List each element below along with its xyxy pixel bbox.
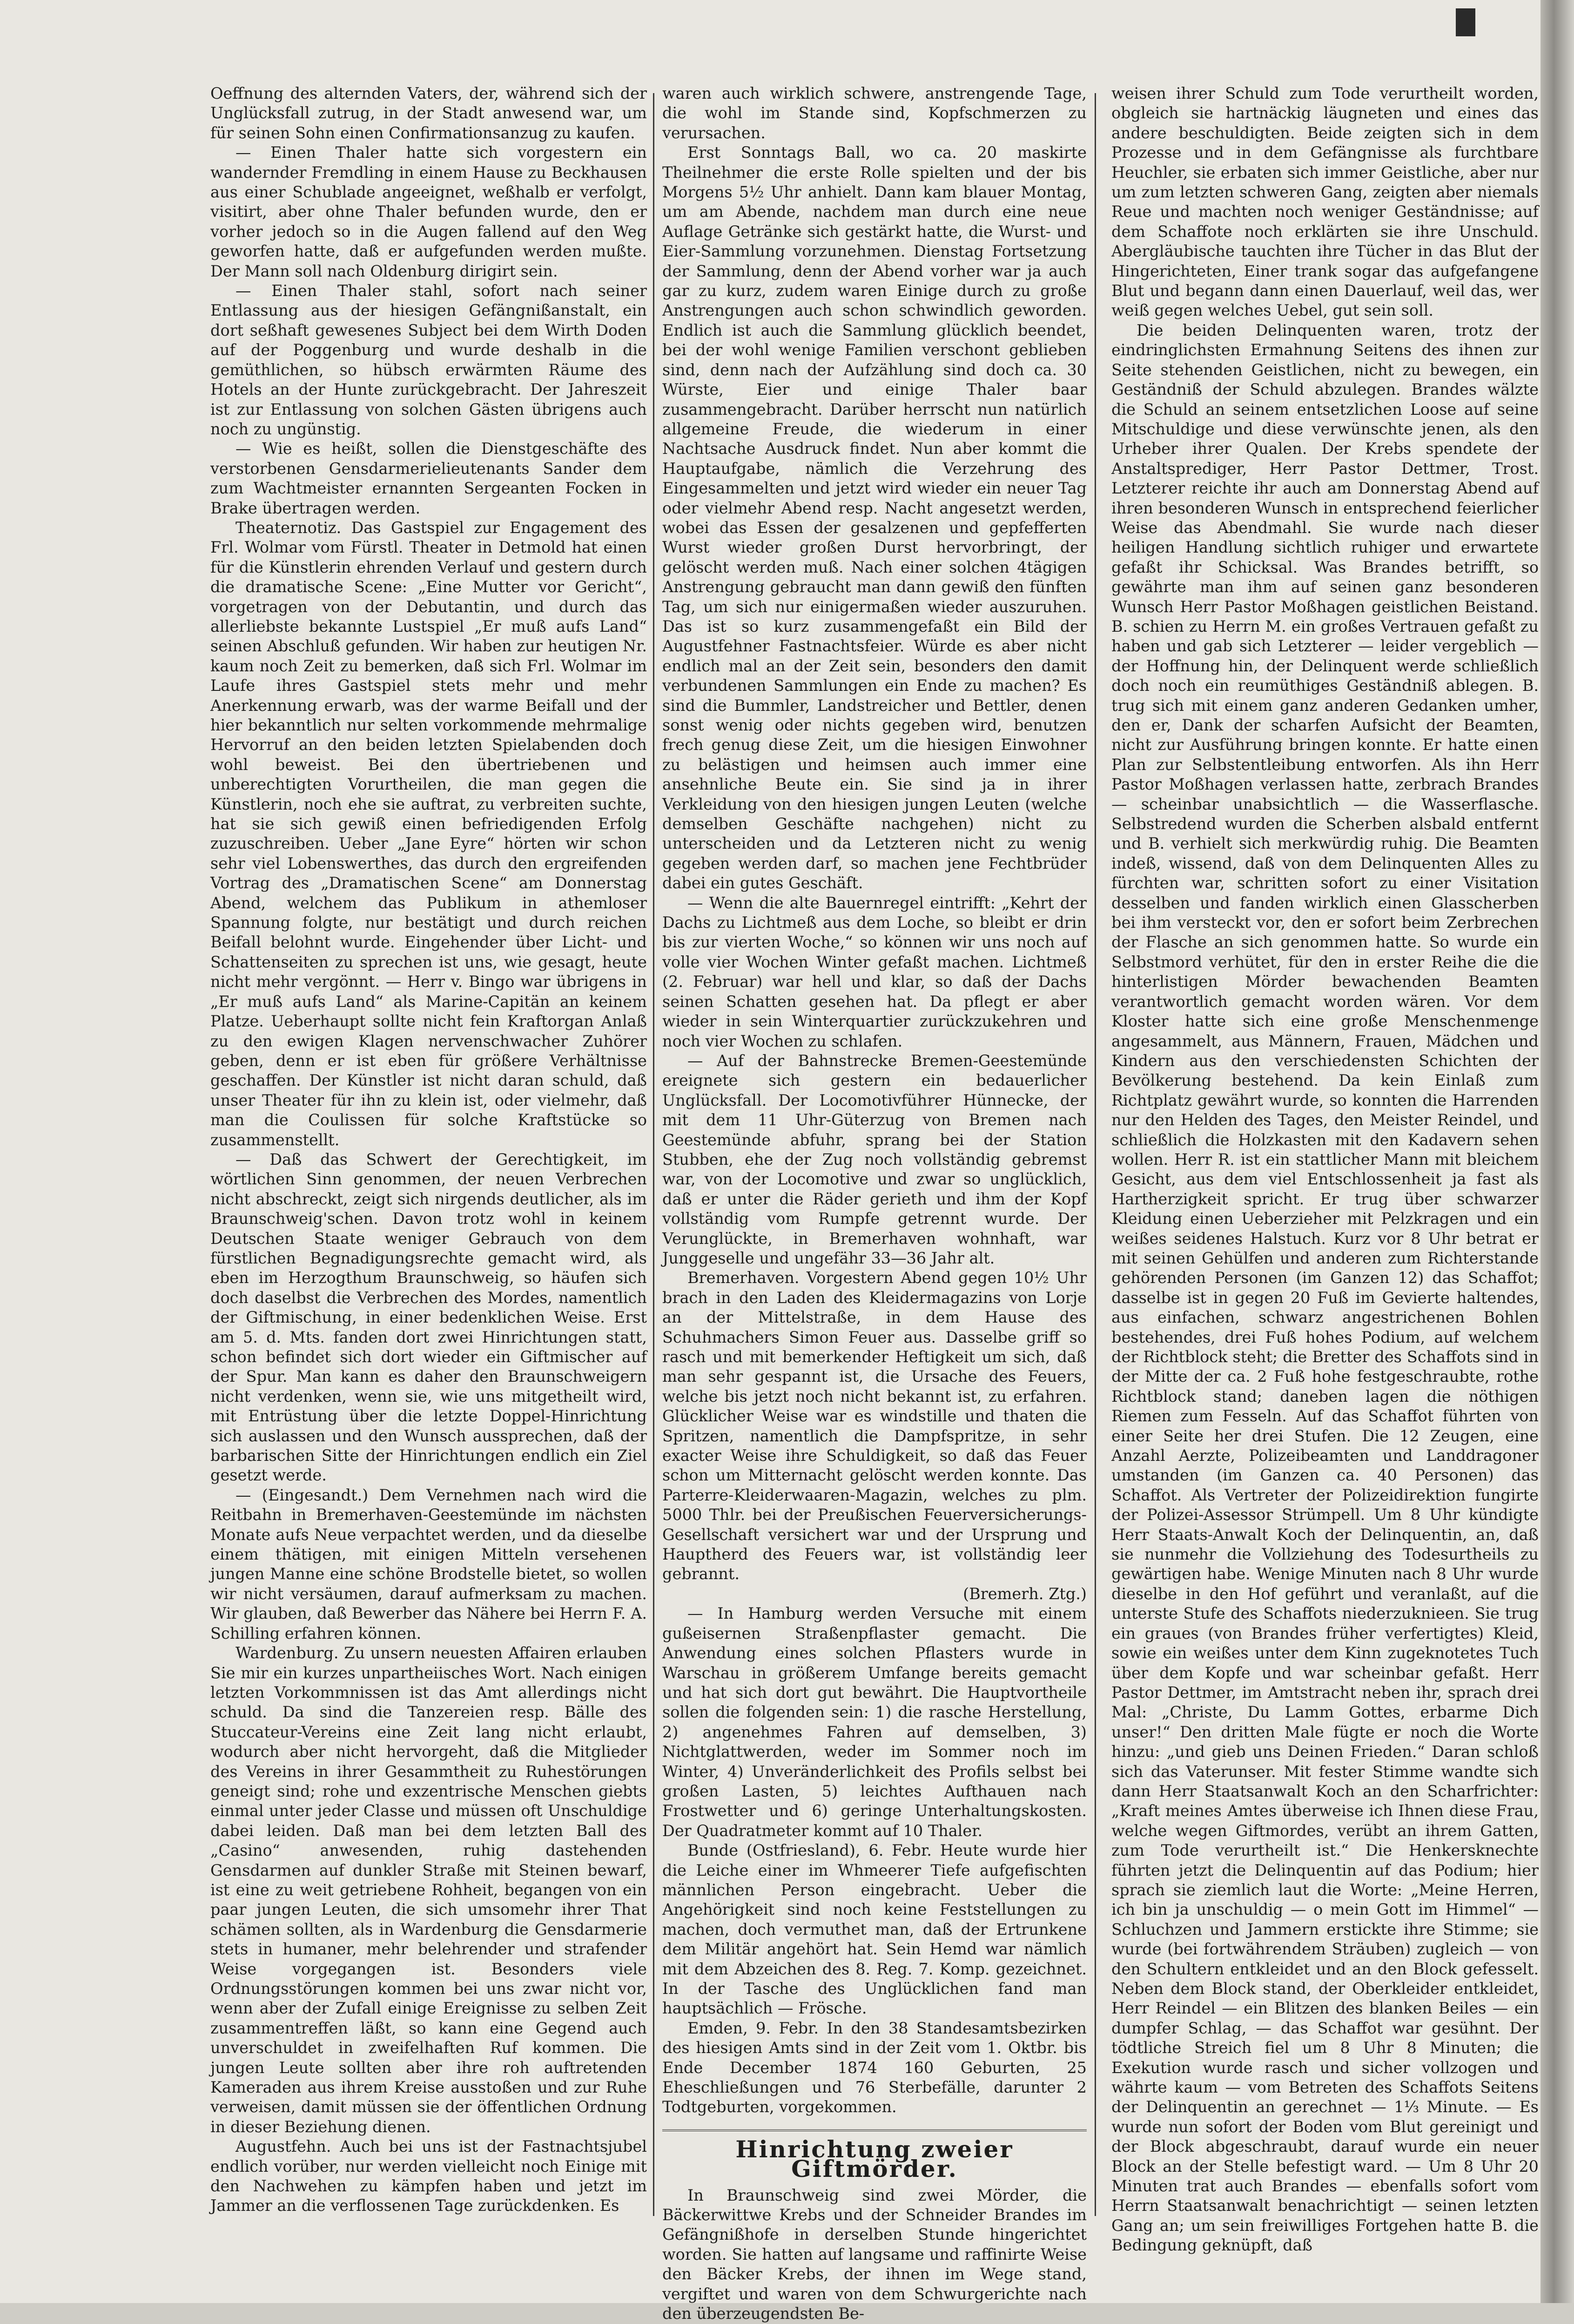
article-paragraph: Oeffnung des alternden Vaters, der, während sich der Unglücksfall zutrug, in der Stadt anwesend war, um für seinen Sohn einen Confirmationsanzug zu kaufen.	[210, 84, 647, 142]
article-paragraph: — Einen Thaler hatte sich vorgestern ein wandernder Fremdling in einem Hause zu Beckhausen aus einer Schublade angeeignet, weßhalb er verfolgt, visitirt, aber ohne Thaler befunden wurde, den er vorher jedoch so in die Augen fallend auf den Weg geworfen hatte, daß er aufgefunden werden mußte. Der Mann soll nach Oldenburg dirigirt sein.	[210, 143, 647, 280]
article-paragraph: Die beiden Delinquenten waren, trotz der eindringlichsten Ermahnung Seitens des ihnen zur Seite stehenden Geistlichen, nicht zu bewegen, ein Geständniß der Schuld abzulegen. Brandes wälzte die Schuld an seinem entsetzlichen Loose auf seine Mitschuldige und diese verwünschte jenen, als den Urheber ihrer Qualen. Der Krebs spendete der Anstaltsprediger, Herr Pastor Dettmer, Trost. Letzterer reichte ihr auch am Donnerstag Abend auf ihren besonderen Wunsch in entsprechend feierlicher Weise das Abendmahl. Sie wurde nach dieser heiligen Handlung sichtlich ruhiger und erwartete gefaßt ihr Schicksal. Was Brandes betrifft, so gewährte man ihm auf seinen ganz besonderen Wunsch Herr Pastor Moßhagen geistlichen Beistand. B. schien zu Herrn M. ein großes Vertrauen gefaßt zu haben und gab sich Letzterer — leider vergeblich — der Hoffnung hin, der Delinquent werde schließlich doch noch ein reumüthiges Geständniß ablegen. B. trug sich mit einem ganz anderen Gedanken umher, den er, Dank der scharfen Aufsicht der Beamten, nicht zur Ausführung bringen konnte. Er hatte einen Plan zur Selbstentleibung entworfen. Als ihn Herr Pastor Moßhagen verlassen hatte, zerbrach Brandes — scheinbar unabsichtlich — die Wasserflasche. Selbstredend wurden die Scherben alsbald entfernt und B. verhielt sich merkwürdig ruhig. Die Beamten indeß, wissend, daß von dem Delinquenten Alles zu fürchten war, schritten sofort zu einer Visitation desselben und fanden wirklich einen Glasscherben bei ihm versteckt vor, den er sofort beim Zerbrechen der Flasche an sich genommen hatte. So wurde ein Selbstmord verhütet, für den in erster Reihe die die hinterlistigen Mörder bewachenden Beamten verantwortlich gemacht worden wären. Vor dem Kloster hatte sich eine große Menschenmenge angesammelt, aus Männern, Frauen, Mädchen und Kindern aus den verschiedensten Schichten der Bevölkerung bestehend. Da kein Einlaß zum Richtplatz gewährt wurde, so konnten die Harrenden nur den Helden des Tages, den Meister Reindel, und schließlich die Holzkasten mit den Kadavern sehen wollen. Herr R. ist ein stattlicher Mann mit bleichem Gesicht, aus dem viel Entschlossenheit ja fast als Hartherzigkeit spricht. Er trug über schwarzer Kleidung einen Ueberzieher mit Pelzkragen und ein weißes seidenes Halstuch. Kurz vor 8 Uhr betrat er mit seinen Gehülfen und anderen zum Richterstande gehörenden Personen (im Ganzen 12) das Schaffot; dasselbe ist in gegen 20 Fuß im Gevierte haltendes, aus einfachen, schwarz angestrichenen Bohlen bestehendes, drei Fuß hohes Podium, auf welchem der Richtblock steht; die Bretter des Schaffots sind in der Mitte der ca. 2 Fuß hohe festgeschraubte, rothe Richtblock stand; daneben lagen die nöthigen Riemen zum Fesseln. Auf das Schaffot führten von einer Seite her drei Stufen. Die 12 Zeugen, eine Anzahl Aerzte, Polizeibeamten und Landdragoner umstanden (im Ganzen ca. 40 Personen) das Schaffot. Als Vertreter der Polizeidirektion fungirte der Polizei-Assessor Strümpell. Um 8 Uhr kündigte Herr Staats-Anwalt Koch der Delinquentin, an, daß sie nunmehr die Vollziehung des Todesurtheils zu gewärtigen habe. Wenige Minuten nach 8 Uhr wurde dieselbe in den Hof geführt und veranlaßt, auf die unterste Stufe des Schaffots niederzuknieen. Sie trug ein graues (von Brandes früher verfertigtes) Kleid, sowie ein weißes unter dem Kinn zugeknotetes Tuch über dem Kopfe und war scheinbar gefaßt. Herr Pastor Dettmer, im Amtstracht neben ihr, sprach drei Mal: „Christe, Du Lamm Gottes, erbarme Dich unser!“ Den dritten Male fügte er noch die Worte hinzu: „und gieb uns Deinen Frieden.“ Daran schloß sich das Vaterunser. Mit fester Stimme wandte sich dann Herr Staatsanwalt Koch an den Scharfrichter: „Kraft meines Amtes überweise ich Ihnen diese Frau, welche wegen Giftmordes, verübt an ihrem Gatten, zum Tode verurtheilt ist.“ Die Henkersknechte führten jetzt die Delinquentin auf das Podium; hier sprach sie ziemlich laut die Worte: „Meine Herren, ich bin ja unschuldig — o mein Gott im Himmel“ — Schluchzen und Jammern erstickte ihre Stimme; sie wurde (bei fortwährendem Sträuben) zugleich — von den Schultern entkleidet und an den Block gefesselt. Neben dem Block stand, der Oberkleider entkleidet, Herr Reindel — ein Blitzen des blanken Beiles — ein dumpfer Schlag, — das Schaffot war gesühnt. Der tödtliche Streich fiel um 8 Uhr 8 Minuten; die Exekution wurde rasch und sicher vollzogen und währte kaum — vom Betreten des Schaffots Seitens der Delinquentin an gerechnet — 1⅓ Minute. — Es wurde nun sofort der Boden vom Blut gereinigt und der Block abgeschraubt, darauf wurde ein neuer Block an der Stelle befestigt ward. — Um 8 Uhr 20 Minuten trat auch Brandes — ebenfalls sofort vom Herrn Staatsanwalt benachrichtigt — seinen letzten Gang an; um sein freiwilliges Fortgehen hatte B. die Bedingung geknüpft, daß	[1111, 321, 1539, 2255]
article-paragraph: — Wenn die alte Bauernregel eintrifft: „Kehrt der Dachs zu Lichtmeß aus dem Loche, so bleibt er drin bis zur vierten Woche,“ so können wir uns noch auf volle vier Wochen Winter gefaßt machen. Lichtmeß (2. Februar) war hell und klar, so daß der Dachs seinen Schatten gesehen hat. Da pflegt er aber wieder in sein Winterquartier zurückzukehren und noch vier Wochen zu schlafen.	[662, 893, 1087, 1050]
article-paragraph: Theaternotiz. Das Gastspiel zur Engagement des Frl. Wolmar vom Fürstl. Theater in Detmold hat einen für die Künstlerin ehrenden Verlauf und gestern durch die dramatische Scene: „Eine Mutter vor Gericht“, vorgetragen von der Debutantin, und durch das allerliebste bekannte Lustspiel „Er muß aufs Land“ seinen Abschluß gefunden. Wir haben zur heutigen Nr. kaum noch Zeit zu bemerken, daß sich Frl. Wolmar im Laufe ihres Gastspiel stets mehr und mehr Anerkennung erwarb, was der warme Beifall und der hier bekanntlich nur selten vorkommende mehrmalige Hervorruf an den beiden letzten Spielabenden doch wohl beweist. Bei den übertriebenen und unberechtigten Vorurtheilen, die man gegen die Künstlerin, noch ehe sie auftrat, zu verbreiten suchte, hat sie sich gewiß einen befriedigenden Erfolg zuzuschreiben. Ueber „Jane Eyre“ hörten wir schon sehr viel Lobenswerthes, das durch den ergreifenden Vortrag des „Dramatischen Scene“ am Donnerstag Abend, welchem das Publikum in athemloser Spannung folgte, nur bestätigt und durch reichen Beifall belohnt wurde. Eingehender über Licht- und Schattenseiten zu sprechen ist uns, wie gesagt, heute nicht mehr vergönnt. — Herr v. Bingo war übrigens in „Er muß aufs Land“ als Marine-Capitän an keinem Platze. Ueberhaupt sollte nicht fein Kraftorgan Anlaß zu den ewigen Klagen nervenschwacher Zuhörer geben, denn er ist eben für größere Verhältnisse geschaffen. Der Künstler ist nicht daran schuld, daß unser Theater für ihn zu klein ist, oder vielmehr, daß man die Coulissen für solche Kraftstücke so zusammenstellt.	[210, 518, 647, 1149]
column-3	[1111, 84, 1539, 2255]
article-paragraph: — Einen Thaler stahl, sofort nach seiner Entlassung aus der hiesigen Gefängnißanstalt, ein dort seßhaft gewesenes Subject bei dem Wirth Doden auf der Poggenburg und wurde deshalb in die gemüthlichen, so hübsch erwärmten Räume des Hotels an der Hunte zurückgebracht. Der Jahreszeit ist zur Entlassung von solchen Gästen übrigens auch noch zu ungünstig.	[210, 282, 647, 438]
article-paragraph: Erst Sonntags Ball, wo ca. 20 maskirte Theilnehmer die erste Rolle spielten und der bis Morgens 5½ Uhr anhielt. Dann kam blauer Montag, um am Abende, nachdem man durch eine neue Auflage Getränke sich gestärkt hatte, die Wurst- und Eier-Sammlung vorzunehmen. Dienstag Fortsetzung der Sammlung, denn der Abend vorher war ja auch gar zu kurz, zudem waren Einige durch zu große Anstrengungen auch schon schwindlich geworden. Endlich ist auch die Sammlung glücklich beendet, bei der wohl wenige Familien verschont geblieben sind, denn nach der Aufzählung sind doch ca. 30 Würste, Eier und einige Thaler baar zusammengebracht. Darüber herrscht nun natürlich allgemeine Freude, die wiederum in einer Nachtsache Ausdruck findet. Nun aber kommt die Hauptaufgabe, nämlich die Verzehrung des Eingesammelten und jetzt wird wieder ein neuer Tag oder vielmehr Abend resp. Nacht angesetzt werden, wobei das Essen der gesalzenen und gepfefferten Wurst wieder großen Durst hervorbringt, der gelöscht werden muß. Nach einer solchen 4tägigen Anstrengung gebraucht man dann gewiß den fünften Tag, um sich nur einigermaßen wieder auszuruhen. Das ist so kurz zusammengefaßt ein Bild der Augustfehner Fastnachtsfeier. Würde es aber nicht endlich mal an der Zeit sein, besonders den damit verbundenen Sammlungen ein Ende zu machen? Es sind die Bummler, Landstreicher und Bettler, denen sonst wenig oder nichts gegeben wird, benutzen frech genug diese Zeit, um die hiesigen Einwohner zu belästigen und heimsen auch immer eine ansehnliche Beute ein. Sie sind ja in ihrer Verkleidung von den hiesigen jungen Leuten (welche demselben Geschäfte nachgehen) nicht zu unterscheiden und da Letzteren nicht zu wenig gegeben werden darf, so machen jene Fechtbrüder dabei ein gutes Geschäft.	[662, 143, 1087, 892]
section-divider	[662, 2129, 1087, 2131]
section-heading: Hinrichtung zweier Giftmörder.	[735, 2135, 1014, 2183]
scan-corner-mark	[1456, 8, 1475, 36]
article-paragraph: Augustfehn. Auch bei uns ist der Fastnachtsjubel endlich vorüber, nur werden vielleicht noch Einige mit den Nachwehen zu kämpfen haben und jetzt im Jammer an die verflossenen Tage zurückdenken. Es	[210, 2137, 647, 2215]
article-paragraph: — Auf der Bahnstrecke Bremen-Geestemünde ereignete sich gestern ein bedauerlicher Unglücksfall. Der Locomotivführer Hünnecke, der mit dem 11 Uhr-Güterzug von Bremen nach Geestemünde abfuhr, sprang bei der Station Stubben, ehe der Zug noch vollständig gebremst war, von der Locomotive und zwar so unglücklich, daß er unter die Räder gerieth und ihm der Kopf vollständig vom Rumpfe getrennt wurde. Der Verunglückte, in Bremerhaven wohnhaft, war Junggeselle und ungefähr 33—36 Jahr alt.	[662, 1051, 1087, 1267]
column-rule	[1095, 93, 1096, 2216]
article-paragraph: Bunde (Ostfriesland), 6. Febr. Heute wurde hier die Leiche einer im Whmeerer Tiefe aufgefischten männlichen Person eingebracht. Ueber die Angehörigkeit sind noch keine Feststellungen zu machen, doch vermuthet man, daß der Ertrunkene dem Militär angehört hat. Sein Hemd war nämlich mit dem Abzeichen des 8. Reg. 7. Komp. gezeichnet. In der Tasche des Unglücklichen fand man hauptsächlich — Frösche.	[662, 1841, 1087, 2018]
article-paragraph: waren auch wirklich schwere, anstrengende Tage, die wohl im Stande sind, Kopfschmerzen zu verursachen.	[662, 84, 1087, 142]
scan-edge	[1540, 0, 1574, 2303]
article-paragraph: — Wie es heißt, sollen die Dienstgeschäfte des verstorbenen Gensdarmerielieutenants Sander dem zum Wachtmeister ernannten Sergeanten Focken in Brake übertragen werden.	[210, 439, 647, 517]
article-paragraph: — Daß das Schwert der Gerechtigkeit, im wörtlichen Sinn genommen, der neuen Verbrechen nicht abschreckt, zeigt sich nirgends deutlicher, als im Braunschweig'schen. Davon trotz wohl in keinem Deutschen Staate weniger Gebrauch von dem fürstlichen Begnadigungsrechte gemacht wird, als eben im Herzogthum Braunschweig, so häufen sich doch daselbst die Verbrechen des Mordes, namentlich der Giftmischung, in einer bedenklichen Weise. Erst am 5. d. Mts. fanden dort zwei Hinrichtungen statt, schon befindet sich dort wieder ein Giftmischer auf der Spur. Man kann es daher den Braunschweigern nicht verdenken, wenn sie, wie uns mitgetheilt wird, mit Entrüstung über die letzte Doppel-Hinrichtung sich auslassen und den Wunsch aussprechen, daß der barbarischen Sitte der Hinrichtungen endlich ein Ziel gesetzt werde.	[210, 1150, 647, 1485]
article-paragraph: In Braunschweig sind zwei Mörder, die Bäckerwittwe Krebs und der Schneider Brandes im Gefängnißhofe in derselben Stunde hingerichtet worden. Sie hatten auf langsame und raffinirte Weise den Bäcker Krebs, der ihnen im Wege stand, vergiftet und waren von dem Schwurgerichte nach den überzeugendsten Be-	[662, 2186, 1087, 2323]
article-paragraph: — (Eingesandt.) Dem Vernehmen nach wird die Reitbahn in Bremerhaven-Geestemünde im nächsten Monate aufs Neue verpachtet werden, und da dieselbe einem thätigen, mit einigen Mitteln versehenen jungen Manne eine schöne Brodstelle bietet, so wollen wir nicht versäumen, darauf aufmerksam zu machen. Wir glauben, daß Bewerber das Nähere bei Herrn F. A. Schilling erfahren können.	[210, 1486, 647, 1642]
article-paragraph: Wardenburg. Zu unsern neuesten Affairen erlauben Sie mir ein kurzes unpartheiisches Wort. Nach einigen letzten Vorkommnissen ist das Amt allerdings nicht schuld. Da sind die Tanzereien resp. Bälle des Stuccateur-Vereins eine Zeit lang nicht erlaubt, wodurch aber nicht hervorgeht, daß die Mitglieder des Vereins in ihrer Gesammtheit zu Ruhestörungen geneigt sind; rohe und exzentrische Menschen giebts einmal unter jeder Classe und müssen oft Unschuldige dabei leiden. Daß man bei dem letzten Ball des „Casino“ anwesenden, ruhig dastehenden Gensdarmen auf dunkler Straße mit Steinen bewarf, ist eine zu weit getriebene Rohheit, begangen von ein paar jungen Leuten, die sich umsomehr ihrer That schämen sollten, als in Wardenburg die Gensdarmerie stets in humaner, mehr belehrender und strafender Weise vorgegangen ist. Besonders viele Ordnungsstörungen kommen bei uns zwar nicht vor, wenn aber der Zufall einige Ereignisse zu selben Zeit zusammentreffen läßt, so kann eine Gegend auch unverschuldet in zweifelhaften Ruf kommen. Die jungen Leute sollten aber ihre roh auftretenden Kameraden aus ihrem Kreise ausstoßen und zur Ruhe verweisen, damit müssen sie der öffentlichen Ordnung in dieser Beziehung dienen.	[210, 1644, 647, 2136]
source-credit: (Bremerh. Ztg.)	[963, 1584, 1087, 1603]
article-paragraph: Emden, 9. Febr. In den 38 Standesamtsbezirken des hiesigen Amts sind in der Zeit vom 1. Oktbr. bis Ende December 1874 160 Geburten, 25 Eheschließungen und 76 Sterbefälle, darunter 2 Todtgeburten, vorgekommen.	[662, 2019, 1087, 2116]
column-rule	[653, 93, 654, 2216]
article-paragraph: Bremerhaven. Vorgestern Abend gegen 10½ Uhr brach in den Laden des Kleidermagazins von Lorje an der Mittelstraße, in dem Hause des Schuhmachers Simon Feuer aus. Dasselbe griff so rasch und mit bemerkender Heftigkeit um sich, daß man sehr gespannt ist, die Ursache des Feuers, welche bis jetzt noch nicht bekannt ist, zu erfahren. Glücklicher Weise war es windstille und thaten die Spritzen, namentlich die Dampfspritze, in sehr exacter Weise ihre Schuldigkeit, so daß das Feuer schon um Mitternacht gelöscht werden konnte. Das Parterre-Kleiderwaaren-Magazin, welches zu plm. 5000 Thlr. bei der Preußischen Feuerversicherungs-Gesellschaft versichert war und der Ursprung und Hauptherd des Feuers war, ist vollständig leer gebrannt.	[662, 1269, 1087, 1583]
article-paragraph: weisen ihrer Schuld zum Tode verurtheilt worden, obgleich sie hartnäckig läugneten und eines das andere beschuldigten. Beide zeigten sich in dem Prozesse und in dem Gefängnisse als furchtbare Heuchler, sie erbaten sich immer Geistliche, aber nur um zum letzten schweren Gang, zeigten aber niemals Reue und machten noch weniger Geständnisse; auf dem Schaffote noch erklärten sie ihre Unschuld. Abergläubische tauchten ihre Tücher in das Blut der Hingerichteten, Einer trank sogar das aufgefangene Blut und begann dann einen Dauerlauf, weil das, wer weiß gegen welches Uebel, gut sein soll.	[1111, 84, 1539, 320]
article-paragraph: — In Hamburg werden Versuche mit einem gußeisernen Straßenpflaster gemacht. Die Anwendung eines solchen Pflasters wurde in Warschau in größerem Umfange bereits gemacht und hat sich dort gut bewährt. Die Hauptvortheile sollen die folgenden sein: 1) die rasche Herstellung, 2) angenehmes Fahren auf demselben, 3) Nichtglattwerden, weder im Sommer noch im Winter, 4) Unveränderlichkeit des Profils selbst bei großen Lasten, 5) leichtes Aufthauen nach Frostwetter und 6) geringe Unterhaltungskosten. Der Quadratmeter kommt auf 10 Thaler.	[662, 1604, 1087, 1840]
column-1	[210, 84, 647, 2249]
column-2	[662, 84, 1087, 2323]
